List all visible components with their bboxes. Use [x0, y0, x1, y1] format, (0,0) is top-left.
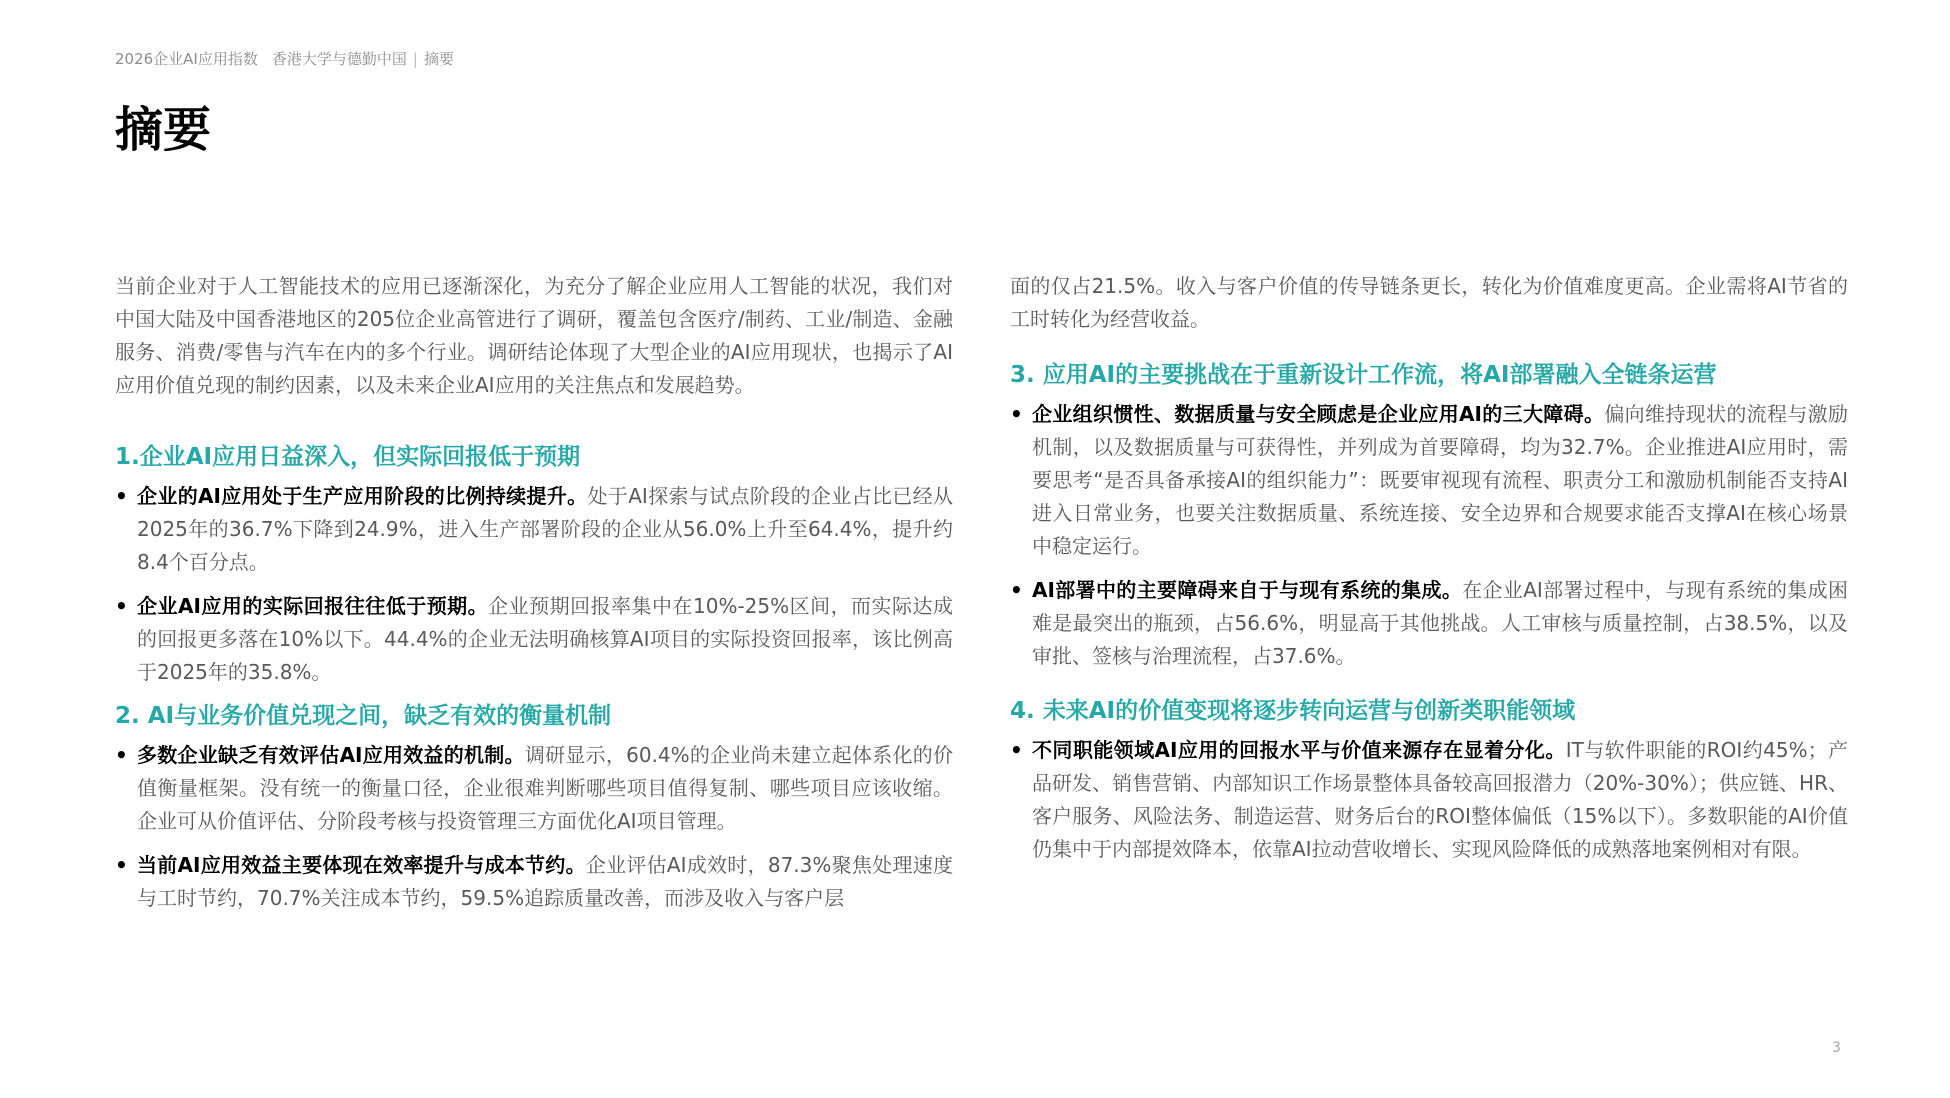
bullet-lead: 多数企业缺乏有效评估AI应用效益的机制。	[137, 743, 525, 767]
bullet-item	[1010, 574, 1848, 673]
bullet-lead: 企业的AI应用处于生产应用阶段的比例持续提升。	[137, 484, 588, 508]
bullet-body: 偏向维持现状的流程与激励机制，以及数据质量与可获得性，并列成为首要障碍，均为32.7%。企业推进AI应用时，需要思考“是否具备承接AI的组织能力”：既要审视现有流程、职责分工和激励机制能否支持AI进入日常业务，也要关注数据质量、系统连接、安全边界和合规要求能否支撑AI在核心场景中稳定运行。	[1032, 402, 1849, 558]
header-divider: |	[412, 50, 418, 68]
bullet-body: IT与软件职能的ROI约45%；产品研发、销售营销、内部知识工作场景整体具备较高回报潜力（20%-30%）；供应链、HR、客户服务、风险法务、制造运营、财务后台的ROI整体偏低（15%以下）。多数职能的AI价值仍集中于内部提效降本，依靠AI拉动营收增长、实现风险降低的成熟落地案例相对有限。	[1032, 738, 1848, 861]
report-authors: 香港大学与德勤中国	[271, 50, 407, 68]
bullet-body: 调研显示，60.4%的企业尚未建立起体系化的价值衡量框架。没有统一的衡量口径，企业很难判断哪些项目值得复制、哪些项目应该收缩。企业可从价值评估、分阶段考核与投资管理三方面优化AI项目管理。	[137, 743, 953, 833]
bullet-item	[115, 849, 953, 915]
bullet-lead: 企业组织惯性、数据质量与安全顾虑是企业应用AI的三大障碍。	[1032, 402, 1605, 426]
bullet-lead: 当前AI应用效益主要体现在效率提升与成本节约。	[137, 853, 586, 877]
section-heading-2: 2. AI与业务价值兑现之间，缺乏有效的衡量机制	[115, 703, 612, 729]
section-heading-3: 3. 应用AI的主要挑战在于重新设计工作流，将AI部署融入全链条运营	[1010, 362, 1717, 388]
section-4-bullets	[1010, 734, 1848, 866]
section-heading-1: 1.企业AI应用日益深入，但实际回报低于预期	[115, 444, 581, 470]
left-column	[115, 270, 953, 926]
running-header	[115, 48, 454, 69]
section-heading-4: 4. 未来AI的价值变现将逐步转向运营与创新类职能领域	[1010, 698, 1576, 724]
intro-paragraph: 当前企业对于人工智能技术的应用已逐渐深化，为充分了解企业应用人工智能的状况，我们对中国大陆及中国香港地区的205位企业高管进行了调研，覆盖包含医疗/制药、工业/制造、金融服务、消费/零售与汽车在内的多个行业。调研结论体现了大型企业的AI应用现状，也揭示了AI应用价值兑现的制约因素，以及未来企业AI应用的关注焦点和发展趋势。	[115, 274, 953, 397]
bullet-body: 企业评估AI成效时，87.3%聚焦处理速度与工时节约，70.7%关注成本节约，59.5%追踪质量改善，而涉及收入与客户层	[137, 853, 953, 910]
section-2-bullets	[115, 739, 953, 915]
bullet-item	[1010, 398, 1848, 563]
bullet-item	[115, 739, 953, 838]
page-number: 3	[1832, 1040, 1841, 1056]
section-1-bullets	[115, 480, 953, 689]
report-name: 2026企业AI应用指数	[115, 50, 258, 68]
right-column	[1010, 270, 1848, 877]
bullet-body: 企业预期回报率集中在10%-25%区间，而实际达成的回报更多落在10%以下。44.4%的企业无法明确核算AI项目的实际投资回报率，该比例高于2025年的35.8%。	[137, 594, 953, 684]
bullet-item	[1010, 734, 1848, 866]
bullet-lead: 不同职能领域AI应用的回报水平与价值来源存在显着分化。	[1032, 738, 1566, 762]
section-3-bullets	[1010, 398, 1848, 673]
continued-paragraph: 面的仅占21.5%。收入与客户价值的传导链条更长，转化为价值难度更高。企业需将AI节省的工时转化为经营收益。	[1010, 274, 1848, 331]
bullet-body: 处于AI探索与试点阶段的企业占比已经从2025年的36.7%下降到24.9%，进入生产部署阶段的企业从56.0%上升至64.4%，提升约8.4个百分点。	[137, 484, 953, 574]
bullet-lead: 企业AI应用的实际回报往往低于预期。	[137, 594, 489, 618]
page-title: 摘要	[115, 102, 212, 158]
bullet-lead: AI部署中的主要障碍来自于与现有系统的集成。	[1032, 578, 1463, 602]
header-section: 摘要	[423, 50, 454, 68]
bullet-item	[115, 590, 953, 689]
bullet-item	[115, 480, 953, 579]
bullet-body: 在企业AI部署过程中，与现有系统的集成困难是最突出的瓶颈，占56.6%，明显高于其他挑战。人工审核与质量控制，占38.5%，以及审批、签核与治理流程，占37.6%。	[1032, 578, 1848, 668]
